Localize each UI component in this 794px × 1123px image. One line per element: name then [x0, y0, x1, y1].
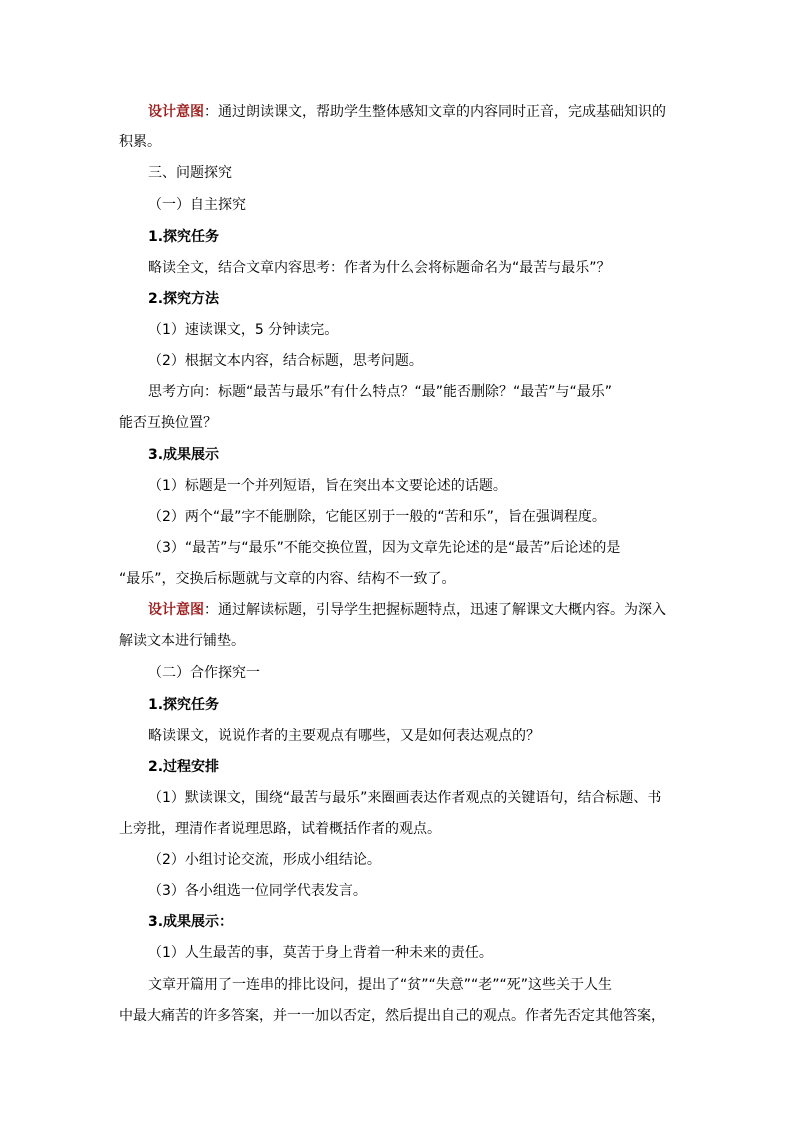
process-item-continued: 上旁批，理清作者说理思路，试着概括作者的观点。 — [119, 821, 441, 837]
thinking-direction-continued: 能否互换位置？ — [119, 415, 217, 431]
process-heading: 2.过程安排 — [148, 759, 220, 775]
inquiry-method-item: （1）速读课文，5 分钟读完。 — [148, 322, 339, 338]
design-intent-1-continued: 积累。 — [119, 134, 161, 150]
design-intent-colon: ： — [204, 602, 218, 618]
result-item: （3）“最苦”与“最乐”不能交换位置，因为文章先论述的是“最苦”后论述的是 — [148, 540, 621, 556]
inquiry-method-item: （2）根据文本内容，结合标题，思考问题。 — [148, 353, 423, 369]
results-heading: 3.成果展示 — [148, 447, 220, 463]
body-paragraph: 文章开篇用了一连串的排比设问，提出了“贫”“失意”“老”“死”这些关于人生 — [148, 977, 613, 993]
design-intent-2 — [148, 601, 666, 619]
design-intent-label: 设计意图 — [148, 602, 204, 618]
body-paragraph-continued: 中最大痛苦的许多答案，并一一加以否定，然后提出自己的观点。作者先否定其他答案， — [119, 1008, 665, 1024]
results-heading: 3.成果展示： — [148, 914, 234, 930]
process-item: （2）小组讨论交流，形成小组结论。 — [148, 852, 381, 868]
design-intent-2-continued: 解读文本进行铺垫。 — [119, 633, 245, 649]
design-intent-1 — [148, 103, 666, 121]
design-intent-text: 通过解读标题，引导学生把握标题特点，迅速了解课文大概内容。为深入 — [218, 602, 666, 618]
result-item: （2）两个“最”字不能删除，它能区别于一般的“苦和乐”，旨在强调程度。 — [148, 509, 606, 525]
inquiry-method-heading: 2.探究方法 — [148, 291, 220, 307]
design-intent-text: 通过朗读课文，帮助学生整体感知文章的内容同时正音，完成基础知识的 — [218, 104, 666, 120]
inquiry-task-text: 略读课文，说说作者的主要观点有哪些，又是如何表达观点的？ — [148, 728, 540, 744]
result-item: （1）标题是一个并列短语，旨在突出本文要论述的话题。 — [148, 478, 507, 494]
subsection-heading-cooperative-inquiry: （二）合作探究一 — [148, 665, 260, 681]
result-item-continued: “最乐”，交换后标题就与文章的内容、结构不一致了。 — [119, 571, 456, 587]
process-item: （3）各小组选一位同学代表发言。 — [148, 883, 367, 899]
result-item: （1）人生最苦的事，莫苦于身上背着一种未来的责任。 — [148, 945, 493, 961]
design-intent-colon: ： — [204, 104, 218, 120]
process-item: （1）默读课文，围绕“最苦与最乐”来圈画表达作者观点的关键语句，结合标题、书 — [148, 790, 662, 806]
thinking-direction: 思考方向：标题“最苦与最乐”有什么特点？“最”能否删除？“最苦”与“最乐” — [148, 384, 613, 400]
inquiry-task-heading: 1.探究任务 — [148, 697, 220, 713]
design-intent-label: 设计意图 — [148, 104, 204, 120]
inquiry-task-heading: 1.探究任务 — [148, 229, 220, 245]
inquiry-task-text: 略读全文，结合文章内容思考：作者为什么会将标题命名为“最苦与最乐”？ — [148, 260, 611, 276]
subsection-heading-self-inquiry: （一）自主探究 — [148, 197, 246, 213]
section-heading-problem-inquiry: 三、问题探究 — [148, 165, 232, 181]
